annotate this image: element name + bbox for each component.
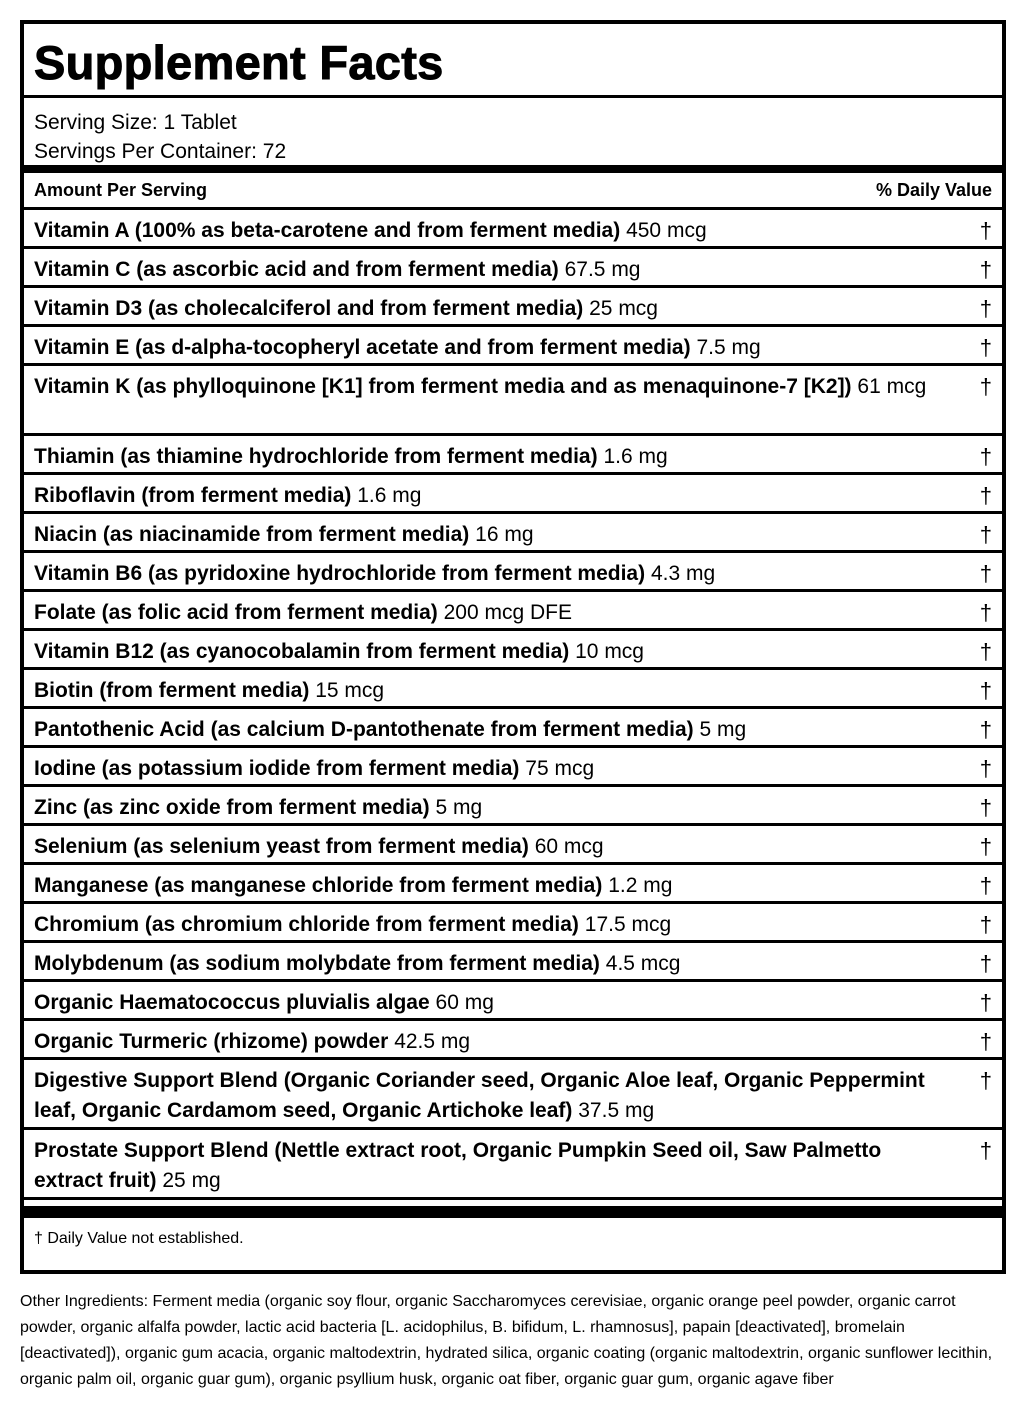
daily-value-dagger: †	[979, 444, 992, 469]
nutrient-amount: 60 mg	[435, 991, 494, 1014]
nutrient-text	[34, 715, 972, 745]
nutrient-amount: 5 mg	[435, 796, 483, 819]
nutrient-name: Pantothenic Acid (as calcium D-pantothenate from ferment media)	[34, 718, 694, 741]
nutrient-row	[24, 943, 1002, 982]
daily-value-dagger: †	[979, 717, 992, 742]
nutrient-row	[24, 288, 1002, 327]
nutrient-text	[34, 294, 972, 324]
other-ingredients: Other Ingredients: Ferment media (organic soy flour, organic Saccharomyces cerevisiae, organic orange peel powder, organic carrot powder, organic alfalfa powder, lactic acid bacteria [L. acidophilus, B. bifidum, L. rhamnosus], papain [deactivated], bromelain [deactivated]), organic gum acacia, organic maltodextrin, hydrated silica, organic coating (organic maltodextrin, organic sunflower lecithin, organic palm oil, organic guar gum), organic psyllium husk, organic oat fiber, organic guar gum, organic agave fiber	[20, 1293, 993, 1388]
nutrient-text	[34, 832, 972, 862]
nutrient-text	[34, 481, 972, 511]
nutrient-text	[34, 1066, 972, 1126]
daily-value-dagger: †	[979, 990, 992, 1015]
nutrient-amount: 17.5 mcg	[584, 913, 672, 936]
nutrient-row	[24, 1060, 1002, 1130]
nutrient-text	[34, 871, 972, 901]
nutrient-name: Chromium (as chromium chloride from ferment media)	[34, 913, 579, 936]
nutrient-name: Biotin (from ferment media)	[34, 679, 310, 702]
amount-header-row	[24, 173, 1002, 210]
nutrient-name: Vitamin B12 (as cyanocobalamin from ferment media)	[34, 640, 570, 663]
nutrient-name: Vitamin C (as ascorbic acid and from ferment media)	[34, 258, 559, 281]
nutrient-row	[24, 826, 1002, 865]
nutrient-row	[24, 631, 1002, 670]
nutrient-amount: 75 mcg	[525, 757, 595, 780]
nutrient-amount: 200 mcg DFE	[443, 601, 572, 624]
nutrient-row	[24, 748, 1002, 787]
nutrient-list	[24, 210, 1002, 1200]
daily-value-dagger: †	[979, 639, 992, 664]
nutrient-row	[24, 904, 1002, 943]
daily-value-dagger: †	[979, 834, 992, 859]
daily-value-label: % Daily Value	[875, 179, 992, 200]
nutrient-text	[34, 1027, 972, 1057]
nutrient-text	[34, 988, 972, 1018]
nutrient-text	[34, 333, 972, 363]
daily-value-dagger: †	[979, 873, 992, 898]
daily-value-dagger: †	[979, 483, 992, 508]
daily-value-dagger: †	[979, 600, 992, 625]
nutrient-name: Folate (as folic acid from ferment media)	[34, 601, 438, 624]
nutrient-amount: 61 mcg	[857, 375, 927, 398]
nutrient-name: Molybdenum (as sodium molybdate from ferment media)	[34, 952, 600, 975]
daily-value-dagger: †	[979, 218, 992, 243]
nutrient-text	[34, 598, 972, 628]
daily-value-dagger: †	[979, 296, 992, 321]
nutrient-amount: 450 mcg	[626, 219, 707, 242]
daily-value-dagger: †	[979, 1029, 992, 1054]
nutrient-row	[24, 1130, 1002, 1200]
nutrient-text	[34, 520, 972, 550]
daily-value-dagger: †	[979, 561, 992, 586]
nutrient-name: Digestive Support Blend (Organic Coriander seed, Organic Aloe leaf, Organic Peppermint leaf, Organic Cardamom seed, Organic Artichoke leaf)	[34, 1069, 925, 1122]
daily-value-dagger: †	[979, 1068, 992, 1093]
nutrient-amount: 4.5 mcg	[605, 952, 681, 975]
nutrient-amount: 15 mcg	[315, 679, 385, 702]
nutrient-row	[24, 210, 1002, 249]
daily-value-dagger: †	[979, 756, 992, 781]
nutrient-text	[34, 442, 972, 472]
nutrient-amount: 37.5 mg	[578, 1099, 655, 1122]
nutrient-amount: 5 mg	[699, 718, 747, 741]
nutrient-name: Manganese (as manganese chloride from ferment media)	[34, 874, 603, 897]
nutrient-amount: 1.2 mg	[608, 874, 673, 897]
nutrient-name: Selenium (as selenium yeast from ferment media)	[34, 835, 529, 858]
daily-value-dagger: †	[979, 678, 992, 703]
daily-value-dagger: †	[979, 1138, 992, 1163]
nutrient-amount: 10 mcg	[575, 640, 644, 663]
nutrient-row	[24, 787, 1002, 826]
nutrient-name: Niacin (as niacinamide from ferment media)	[34, 523, 470, 546]
nutrient-amount: 16 mg	[475, 523, 534, 546]
nutrient-text	[34, 910, 972, 940]
daily-value-dagger: †	[979, 795, 992, 820]
nutrient-text	[34, 676, 972, 706]
nutrient-text	[34, 559, 972, 589]
nutrient-row	[24, 709, 1002, 748]
nutrient-row	[24, 553, 1002, 592]
daily-value-dagger: †	[979, 257, 992, 282]
nutrient-text	[34, 754, 972, 784]
amount-per-serving-label: Amount Per Serving	[34, 179, 208, 200]
nutrient-amount: 7.5 mg	[696, 336, 761, 359]
nutrient-name: Riboflavin (from ferment media)	[34, 484, 352, 507]
nutrient-text	[34, 1136, 972, 1196]
nutrient-row	[24, 327, 1002, 366]
nutrient-row	[24, 249, 1002, 288]
nutrient-row	[24, 982, 1002, 1021]
nutrient-name: Zinc (as zinc oxide from ferment media)	[34, 796, 430, 819]
supplement-facts-panel	[20, 20, 1006, 1274]
daily-value-dagger: †	[979, 522, 992, 547]
nutrient-amount: 1.6 mg	[603, 445, 668, 468]
nutrient-row	[24, 514, 1002, 553]
servings-per-container: Servings Per Container: 72	[34, 140, 287, 163]
nutrient-row	[24, 1021, 1002, 1060]
serving-info	[24, 98, 1002, 173]
nutrient-name: Organic Turmeric (rhizome) powder	[34, 1030, 389, 1053]
daily-value-dagger: †	[979, 335, 992, 360]
nutrient-row	[24, 366, 1002, 436]
nutrient-amount: 4.3 mg	[650, 562, 716, 585]
nutrient-amount: 1.6 mg	[357, 484, 422, 507]
nutrient-row	[24, 436, 1002, 475]
daily-value-dagger: †	[979, 912, 992, 937]
nutrient-row	[24, 670, 1002, 709]
nutrient-name: Vitamin E (as d-alpha-tocopheryl acetate and from ferment media)	[34, 336, 691, 359]
nutrient-text	[34, 255, 972, 285]
nutrient-name: Vitamin A (100% as beta-carotene and from ferment media)	[34, 219, 621, 242]
nutrient-text	[34, 216, 972, 246]
nutrient-text	[34, 793, 972, 823]
nutrient-row	[24, 865, 1002, 904]
nutrient-name: Vitamin D3 (as cholecalciferol and from ferment media)	[34, 297, 584, 320]
nutrient-text	[34, 949, 972, 979]
nutrient-row	[24, 475, 1002, 514]
nutrient-row	[24, 592, 1002, 631]
bottom-divider	[24, 1206, 1002, 1215]
serving-size: Serving Size: 1 Tablet	[34, 111, 237, 134]
nutrient-amount: 25 mg	[162, 1169, 221, 1192]
nutrient-text	[34, 637, 972, 667]
nutrient-name: Thiamin (as thiamine hydrochloride from ferment media)	[34, 445, 598, 468]
panel-title: Supplement Facts	[24, 24, 1002, 98]
nutrient-name: Organic Haematococcus pluvialis algae	[34, 991, 430, 1014]
nutrient-amount: 60 mcg	[534, 835, 604, 858]
nutrient-amount: 67.5 mg	[564, 258, 641, 281]
nutrient-name: Vitamin B6 (as pyridoxine hydrochloride from ferment media)	[34, 562, 646, 585]
daily-value-dagger: †	[979, 374, 992, 399]
nutrient-amount: 42.5 mg	[394, 1030, 471, 1053]
nutrient-name: Iodine (as potassium iodide from ferment media)	[34, 757, 520, 780]
nutrient-name: Vitamin K (as phylloquinone [K1] from ferment media and as menaquinone-7 [K2])	[34, 375, 852, 398]
nutrient-name: Prostate Support Blend (Nettle extract root, Organic Pumpkin Seed oil, Saw Palmetto extract fruit)	[34, 1139, 882, 1192]
nutrient-text	[34, 372, 972, 402]
nutrient-amount: 25 mcg	[589, 297, 658, 320]
daily-value-dagger: †	[979, 951, 992, 976]
footnote: † Daily Value not established.	[24, 1215, 1002, 1255]
